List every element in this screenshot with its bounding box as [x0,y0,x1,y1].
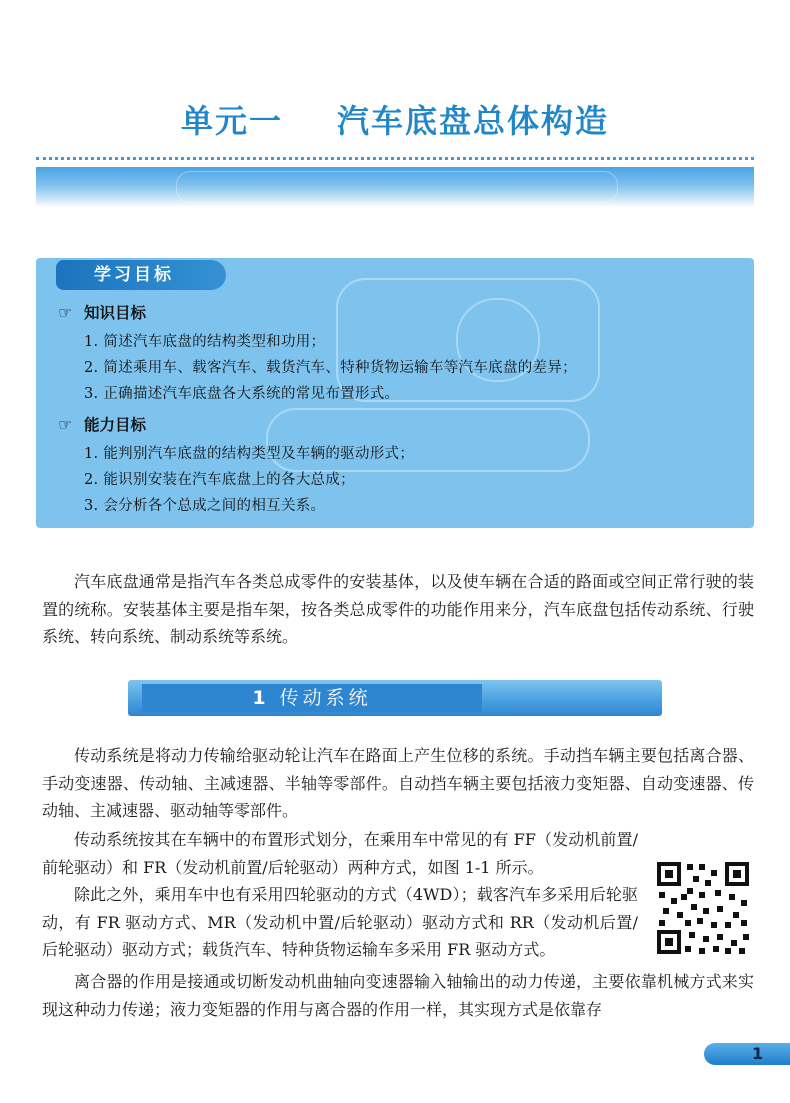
section-name: 传动系统 [279,687,372,709]
page-number: 1 [752,1044,764,1063]
body-paragraph: 传动系统是将动力传输给驱动轮让汽车在路面上产生位移的系统。手动挡车辆主要包括离合器、手动变速器、传动轴、主减速器、半轴等零部件。自动挡车辆主要包括液力变矩器、自动变速器、传动轴、主减速器、驱动轴等零部件。 [42,746,754,820]
knowledge-heading-label: 知识目标 [84,304,147,322]
unit-label: 单元一 [180,102,283,140]
ability-heading [58,413,146,435]
unit-name: 汽车底盘总体构造 [337,102,610,140]
pointing-hand-icon: ☞ [58,303,73,322]
pointing-hand-icon: ☞ [58,415,73,434]
body-paragraph: 传动系统按其在车辆中的布置形式划分，在乘用车中常见的有 FF（发动机前置/前轮驱动）和 FR（发动机前置/后轮驱动）两种方式，如图 1-1 所示。 [42,830,638,877]
ability-heading-label: 能力目标 [84,416,147,434]
knowledge-item: 1. 简述汽车底盘的结构类型和功用； [84,334,326,350]
learning-objectives-panel [36,258,754,528]
section-number: 1 [252,687,270,709]
section-title [142,684,482,712]
title-dotted-divider [36,157,754,160]
intro-paragraph: 汽车底盘通常是指汽车各类总成零件的安装基体，以及使车辆在合适的路面或空间正常行驶的装置的统称。安装基体主要是指车架，按各类总成零件的功能作用来分，汽车底盘包括传动系统、行驶系统、转向系统、制动系统等系统。 [42,572,754,646]
ability-item: 3. 会分析各个总成之间的相互关系。 [84,498,326,514]
ability-item: 2. 能识别安装在汽车底盘上的各大总成； [84,472,355,488]
body-paragraph: 除此之外，乘用车中也有采用四轮驱动的方式（4WD）；载客汽车多采用后轮驱动，有 FR 驱动方式、MR（发动机中置/后轮驱动）驱动方式和 RR（发动机后置/后轮驱动）驱动方式；载货汽车、特种货物运输车多采用 FR 驱动方式。 [42,885,638,959]
qr-code-icon[interactable] [655,860,751,956]
header-band [36,167,754,207]
page-number-tab [704,1043,790,1065]
ability-item: 1. 能判别汽车底盘的结构类型及车辆的驱动形式； [84,446,415,462]
objectives-tab: 学习目标 [56,260,226,290]
body-paragraph: 离合器的作用是接通或切断发动机曲轴向变速器输入轴输出的动力传递，主要依靠机械方式来实现这种动力传递；液力变矩器的作用与离合器的作用一样，其实现方式是依靠存 [42,972,754,1019]
unit-title [0,96,790,142]
knowledge-heading [58,301,146,323]
knowledge-item: 3. 正确描述汽车底盘各大系统的常见布置形式。 [84,386,400,402]
knowledge-item: 2. 简述乘用车、载客汽车、载货汽车、特种货物运输车等汽车底盘的差异； [84,360,577,376]
